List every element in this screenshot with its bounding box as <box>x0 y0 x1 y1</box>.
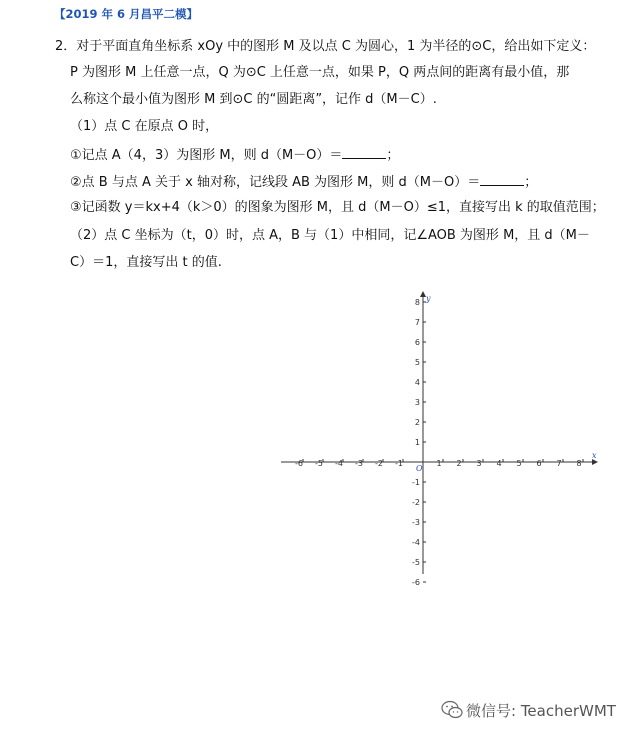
x-tick-label: -3 <box>355 459 363 468</box>
question-1-text: ①记点 A（4，3）为图形 M，则 d（M－O）＝ <box>70 148 343 163</box>
y-tick-label: 7 <box>414 318 420 327</box>
y-tick-label: 2 <box>414 418 420 427</box>
x-tick-label: -1 <box>395 459 403 468</box>
y-tick-label: -2 <box>412 498 420 507</box>
source-tag: 【2019 年 6 月昌平二模】 <box>54 7 199 21</box>
x-tick-label: 4 <box>496 459 502 468</box>
problem-line-3: 么称这个最小值为图形 M 到⊙C 的“圆距离”，记作 d（M－C）. <box>70 92 437 107</box>
problem-line-7: ③记函数 y＝kx+4（k＞0）的图象为图形 M，且 d（M－O）≤1，直接写出 k 的取值范围； <box>70 200 605 215</box>
x-tick-label: -6 <box>295 459 303 468</box>
x-tick-label: 1 <box>436 459 442 468</box>
question-2-text: ②点 B 与点 A 关于 x 轴对称，记线段 AB 为图形 M，则 d（M－O）＝ <box>70 175 481 190</box>
x-axis-label: x <box>592 451 597 460</box>
problem-line-1: 2．对于平面直角坐标系 xOy 中的图形 M 及以点 C 为圆心，1 为半径的⊙C，给出如下定义： <box>55 39 596 54</box>
x-tick-label: 2 <box>456 459 462 468</box>
y-tick-label: -6 <box>412 578 420 587</box>
x-tick-label: -4 <box>335 459 343 468</box>
x-tick-label: 6 <box>536 459 542 468</box>
x-tick-label: 3 <box>476 459 482 468</box>
x-tick-label: 5 <box>516 459 522 468</box>
watermark-text: 微信号: TeacherWMT <box>466 702 616 720</box>
y-tick-label: 8 <box>414 298 420 307</box>
problem-line-8: （2）点 C 坐标为（t，0）时，点 A，B 与（1）中相同，记∠AOB 为图形 M，且 d（M－ <box>70 228 590 243</box>
problem-line-2: P 为图形 M 上任意一点，Q 为⊙C 上任意一点，如果 P，Q 两点间的距离有最小值，那 <box>70 65 570 80</box>
x-tick-label: -2 <box>375 459 383 468</box>
blank-suffix-2: ； <box>524 175 538 190</box>
x-tick-label: 8 <box>576 459 582 468</box>
x-tick-label: -5 <box>315 459 323 468</box>
y-tick-label: 5 <box>414 358 420 367</box>
y-tick-label: 4 <box>414 378 420 387</box>
y-axis-label: y <box>426 294 431 303</box>
y-tick-label: -4 <box>412 538 420 547</box>
origin-label: O <box>416 464 423 473</box>
blank-suffix-1: ； <box>386 148 400 163</box>
y-tick-label: -5 <box>412 558 420 567</box>
problem-line-4: （1）点 C 在原点 O 时， <box>70 119 219 134</box>
wechat-icon <box>441 700 463 720</box>
y-tick-label: 1 <box>414 438 420 447</box>
y-tick-label: 3 <box>414 398 420 407</box>
y-tick-label: -1 <box>412 478 420 487</box>
y-tick-label: -3 <box>412 518 420 527</box>
x-tick-label: 7 <box>556 459 562 468</box>
problem-line-9: C）＝1，直接写出 t 的值. <box>70 255 222 270</box>
y-tick-label: 6 <box>414 338 420 347</box>
